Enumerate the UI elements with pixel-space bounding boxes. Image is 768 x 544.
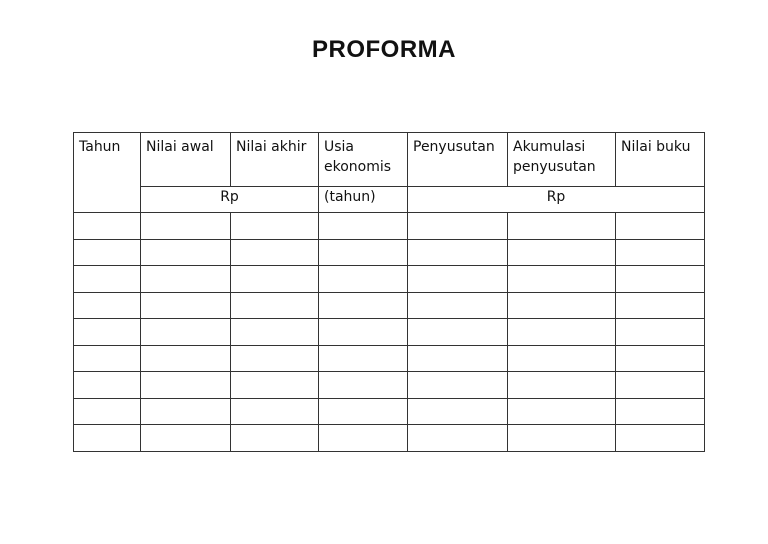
proforma-table	[73, 132, 705, 452]
empty-cell	[616, 398, 705, 425]
empty-cell	[74, 292, 141, 319]
empty-cell	[508, 213, 616, 240]
empty-cell	[231, 239, 319, 266]
empty-cell	[319, 425, 408, 452]
empty-cell	[616, 213, 705, 240]
empty-cell	[141, 372, 231, 399]
header-cell-nilai-awal: Nilai awal	[141, 133, 231, 187]
empty-cell	[508, 372, 616, 399]
empty-cell	[231, 292, 319, 319]
header-cell-penyusutan: Penyusutan	[408, 133, 508, 187]
empty-cell	[408, 425, 508, 452]
empty-cell	[231, 398, 319, 425]
empty-cell	[141, 213, 231, 240]
empty-cell	[231, 213, 319, 240]
empty-cell	[74, 372, 141, 399]
empty-cell	[616, 372, 705, 399]
empty-cell	[408, 398, 508, 425]
empty-cell	[508, 266, 616, 293]
empty-cell	[508, 345, 616, 372]
empty-cell	[74, 398, 141, 425]
empty-cell	[319, 292, 408, 319]
empty-cell	[74, 239, 141, 266]
empty-cell	[231, 425, 319, 452]
header-cell-usia-ekonomis: Usia ekonomis	[319, 133, 408, 187]
empty-cell	[231, 266, 319, 293]
table-row	[74, 266, 705, 293]
header-cell-tahun: Tahun	[74, 133, 141, 213]
unit-row	[74, 187, 705, 213]
empty-cell	[74, 266, 141, 293]
empty-cell	[616, 425, 705, 452]
empty-cell	[319, 345, 408, 372]
table-row	[74, 372, 705, 399]
empty-cell	[141, 345, 231, 372]
empty-cell	[231, 319, 319, 346]
empty-cell	[231, 345, 319, 372]
empty-cell	[408, 213, 508, 240]
empty-cell	[74, 213, 141, 240]
table-row	[74, 213, 705, 240]
empty-cell	[616, 239, 705, 266]
empty-cell	[616, 266, 705, 293]
empty-cell	[616, 292, 705, 319]
empty-cell	[74, 345, 141, 372]
empty-cell	[319, 372, 408, 399]
empty-cell	[141, 425, 231, 452]
empty-cell	[508, 239, 616, 266]
table-row	[74, 425, 705, 452]
empty-cell	[508, 292, 616, 319]
table-row	[74, 319, 705, 346]
table-row	[74, 292, 705, 319]
table-row	[74, 345, 705, 372]
empty-cell	[408, 319, 508, 346]
empty-cell	[141, 239, 231, 266]
header-row	[74, 133, 705, 187]
empty-cell	[319, 213, 408, 240]
empty-cell	[74, 425, 141, 452]
header-cell-akumulasi-penyusutan: Akumulasi penyusutan	[508, 133, 616, 187]
empty-cell	[408, 239, 508, 266]
empty-cell	[141, 266, 231, 293]
unit-cell-rp-depreciation: Rp	[408, 187, 705, 213]
empty-cell	[141, 319, 231, 346]
header-cell-nilai-akhir: Nilai akhir	[231, 133, 319, 187]
empty-cell	[74, 319, 141, 346]
empty-cell	[508, 425, 616, 452]
empty-cell	[508, 398, 616, 425]
unit-cell-tahun: (tahun)	[319, 187, 408, 213]
empty-cell	[616, 345, 705, 372]
empty-cell	[231, 372, 319, 399]
unit-cell-rp-value: Rp	[141, 187, 319, 213]
empty-cell	[319, 319, 408, 346]
empty-cell	[616, 319, 705, 346]
table-row	[74, 239, 705, 266]
table-body	[74, 213, 705, 452]
empty-cell	[408, 292, 508, 319]
empty-cell	[319, 398, 408, 425]
header-cell-nilai-buku: Nilai buku	[616, 133, 705, 187]
page-title: PROFORMA	[312, 36, 456, 63]
empty-cell	[141, 292, 231, 319]
empty-cell	[408, 266, 508, 293]
table-row	[74, 398, 705, 425]
empty-cell	[408, 345, 508, 372]
empty-cell	[319, 266, 408, 293]
empty-cell	[508, 319, 616, 346]
empty-cell	[141, 398, 231, 425]
empty-cell	[408, 372, 508, 399]
empty-cell	[319, 239, 408, 266]
